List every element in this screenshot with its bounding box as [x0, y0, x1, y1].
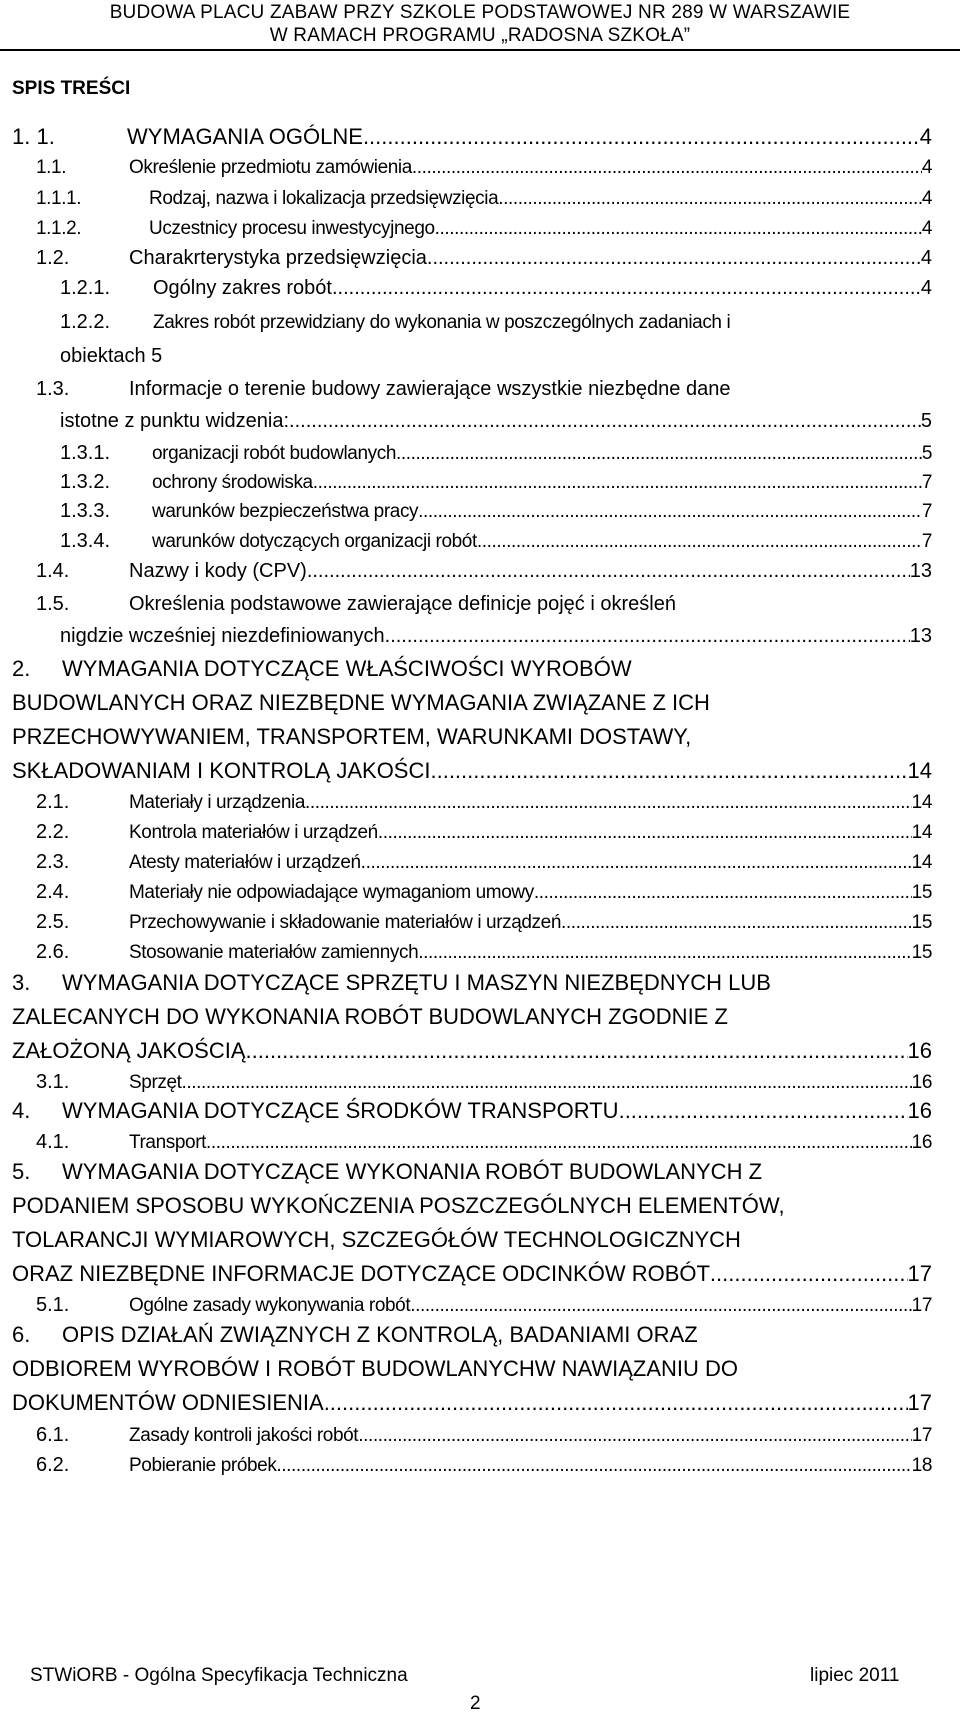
toc-entry[interactable] [36, 1454, 932, 1477]
toc-entry-continuation [12, 1261, 932, 1287]
toc-entry[interactable] [60, 311, 932, 334]
toc-entry-number: 1.2.1. [60, 277, 111, 299]
toc-entry-text: ORAZ NIEZBĘDNE INFORMACJE DOTYCZĄCE ODCINKÓW ROBÓT [12, 1261, 710, 1286]
toc-entry-page: 17 [907, 1261, 932, 1286]
toc-entry-page: 4 [920, 247, 932, 269]
toc-entry-page: 5 [921, 443, 932, 464]
toc-entry-number: 1. 1. [12, 124, 55, 149]
toc-entry-text: WYMAGANIA DOTYCZĄCE ŚRODKÓW TRANSPORTU [62, 1098, 619, 1123]
toc-entry-continuation [12, 758, 932, 784]
toc-leader-dots [561, 912, 912, 934]
toc-entry[interactable] [60, 442, 932, 465]
page-number: 2 [470, 1693, 481, 1714]
toc-entry[interactable] [36, 247, 932, 270]
toc-entry-text: warunków dotyczących organizacji robót [152, 531, 477, 552]
toc-entry-text: Stosowanie materiałów zamiennych [129, 942, 419, 963]
toc-entry[interactable] [36, 157, 932, 179]
toc-entry-page: 18 [911, 1455, 932, 1476]
header-line-2: W RAMACH PROGRAMU „RADOSNA SZKOŁA” [269, 25, 691, 46]
toc-entry-text-line: ODBIOREM WYROBÓW I ROBÓT BUDOWLANYCHW NAWIĄZANIU DO [12, 1356, 739, 1381]
toc-entry-text: Zakres robót przewidziany do wykonania w poszczególnych zadaniach i [153, 312, 731, 333]
toc-entry[interactable] [60, 500, 932, 523]
toc-entry[interactable] [36, 378, 932, 401]
toc-entry-text: Rodzaj, nazwa i lokalizacja przedsięwzięcia [149, 188, 499, 209]
toc-entry-text: Przechowywanie i składowanie materiałów i urządzeń [129, 912, 561, 933]
toc-entry-number: 5. [12, 1159, 31, 1184]
toc-entry-text: WYMAGANIA DOTYCZĄCE SPRZĘTU I MASZYN NIEZBĘDNYCH LUB [62, 970, 771, 995]
toc-leader-dots [307, 560, 910, 583]
toc-leader-dots [276, 1455, 911, 1477]
toc-entry-page: 15 [911, 912, 932, 933]
toc-entry-text: nigdzie wcześniej niezdefiniowanych [60, 625, 385, 647]
toc-entry-number: 1.1.1. [36, 188, 82, 209]
toc-leader-dots [324, 1390, 908, 1416]
toc-entry-text: Określenia podstawowe zawierające definicje pojęć i określeń [129, 593, 676, 615]
toc-entry-text: Pobieranie próbek [129, 1455, 277, 1476]
toc-leader-dots [619, 1098, 908, 1124]
header-line-1: BUDOWA PLACU ZABAW PRZY SZKOLE PODSTAWOWEJ NR 289 W WARSZAWIE [109, 2, 851, 23]
toc-leader-dots [427, 247, 921, 270]
toc-entry-continuation [60, 410, 932, 433]
toc-entry-continuation [60, 625, 932, 648]
toc-entry[interactable] [36, 821, 932, 844]
toc-entry-number: 2. [12, 656, 31, 681]
toc-entry[interactable] [12, 1322, 932, 1348]
toc-leader-dots [534, 882, 912, 904]
toc-entry-text: Określenie przedmiotu zamówienia [129, 157, 412, 178]
toc-leader-dots [182, 1072, 912, 1094]
toc-entry-text: Materiały i urządzenia [129, 792, 306, 813]
toc-entry-text-line: BUDOWLANYCH ORAZ NIEZBĘDNE WYMAGANIA ZWIĄZANE Z ICH [12, 690, 710, 715]
toc-entry-continuation: obiektach 5 [60, 345, 163, 367]
toc-entry-text: ZAŁOŻONĄ JAKOŚCIĄ [12, 1038, 246, 1063]
toc-entry-page: 7 [921, 501, 932, 522]
toc-entry[interactable] [36, 911, 932, 934]
toc-entry-number: 6. [12, 1322, 31, 1347]
header-divider [0, 49, 960, 51]
toc-entry-number: 1.1. [36, 157, 67, 178]
toc-entry-page: 15 [911, 882, 932, 903]
toc-entry-number: 6.2. [36, 1454, 70, 1476]
toc-entry-text: Ogólny zakres robót [153, 277, 332, 299]
toc-entry-text: WYMAGANIA DOTYCZĄCE WŁAŚCIWOŚCI WYROBÓW [62, 656, 632, 681]
toc-entry-text-line: ZALECANYCH DO WYKONANIA ROBÓT BUDOWLANYCH ZGODNIE Z [12, 1004, 728, 1029]
toc-entry-page: 16 [907, 1098, 932, 1123]
toc-leader-dots [289, 410, 921, 433]
toc-entry-page: 14 [907, 758, 932, 783]
toc-entry[interactable] [36, 851, 932, 874]
toc-entry-text: Zasady kontroli jakości robót [129, 1425, 359, 1446]
toc-leader-dots [246, 1038, 908, 1064]
toc-entry-number: 2.2. [36, 821, 70, 843]
toc-leader-dots [430, 758, 907, 784]
toc-entry-number: 2.5. [36, 911, 70, 933]
toc-entry-page: 4 [920, 277, 932, 299]
toc-entry-page: 14 [911, 792, 932, 813]
toc-entry[interactable] [36, 881, 932, 904]
toc-entry-text: organizacji robót budowlanych [152, 443, 397, 464]
toc-leader-dots [206, 1132, 912, 1154]
toc-entry-number: 3.1. [36, 1071, 70, 1093]
toc-entry-text: ochrony środowiska [152, 472, 313, 493]
toc-entry[interactable] [12, 124, 932, 150]
toc-entry-text: OPIS DZIAŁAŃ ZWIĄZNYCH Z KONTROLĄ, BADANIAMI ORAZ [62, 1322, 698, 1347]
toc-entry[interactable] [36, 1294, 932, 1317]
toc-leader-dots [366, 852, 912, 874]
toc-entry-number: 1.3.4. [60, 530, 111, 552]
toc-leader-dots [385, 625, 910, 648]
toc-leader-dots [412, 157, 922, 179]
toc-entry-page: 13 [909, 625, 932, 647]
toc-entry-number: 2.6. [36, 941, 70, 963]
toc-entry[interactable] [60, 277, 932, 300]
toc-entry-number: 2.1. [36, 791, 70, 813]
toc-entry-page: 16 [911, 1132, 932, 1153]
toc-entry-text: DOKUMENTÓW ODNIESIENIA [12, 1390, 324, 1415]
toc-entry[interactable] [12, 970, 932, 996]
footer-date: lipiec 2011 [810, 1665, 900, 1686]
footer-document-title: STWiORB - Ogólna Specyfikacja Techniczna [30, 1665, 408, 1686]
toc-entry-number: 1.3.3. [60, 500, 111, 522]
toc-entry-text-line: PODANIEM SPOSOBU WYKOŃCZENIA POSZCZEGÓLNYCH ELEMENTÓW, [12, 1193, 785, 1218]
toc-entry-number: 1.3.2. [60, 471, 111, 493]
toc-entry-text: WYMAGANIA DOTYCZĄCE WYKONANIA ROBÓT BUDOWLANYCH Z [62, 1159, 763, 1184]
toc-leader-dots [358, 1425, 911, 1447]
toc-entry-page: 14 [911, 852, 932, 873]
toc-entry-page: 16 [907, 1038, 932, 1063]
toc-entry-page: 5 [920, 410, 932, 432]
toc-entry-text: istotne z punktu widzenia: [60, 410, 290, 432]
toc-leader-dots [305, 792, 912, 814]
toc-entry-page: 7 [921, 472, 932, 493]
toc-entry-number: 1.3.1. [60, 442, 111, 464]
toc-entry[interactable] [36, 593, 932, 616]
toc-entry[interactable] [36, 1424, 932, 1447]
toc-entry-number: 3. [12, 970, 31, 995]
toc-leader-dots [396, 443, 922, 465]
toc-leader-dots [498, 188, 922, 210]
toc-leader-dots [332, 277, 921, 300]
toc-entry[interactable] [36, 1071, 932, 1094]
toc-entry-number: 2.3. [36, 851, 70, 873]
toc-entry-text: Charakrterystyka przedsięwzięcia [129, 247, 427, 269]
toc-entry[interactable] [36, 1131, 932, 1154]
toc-entry[interactable] [12, 656, 932, 682]
toc-leader-dots [313, 472, 922, 494]
toc-entry[interactable] [36, 560, 932, 583]
toc-leader-dots [710, 1261, 908, 1287]
toc-entry-text: warunków bezpieczeństwa pracy [152, 501, 419, 522]
toc-entry-text: Informacje o terenie budowy zawierające wszystkie niezbędne dane [129, 378, 731, 400]
toc-entry[interactable] [36, 218, 932, 240]
toc-entry-page: 7 [921, 531, 932, 552]
toc-entry-text-line: TOLARANCJI WYMIAROWYCH, SZCZEGÓŁÓW TECHNOLOGICZNYCH [12, 1227, 741, 1252]
toc-entry-number: 1.1.2. [36, 218, 82, 239]
toc-leader-dots [477, 531, 922, 553]
toc-entry-text: Atesty materiałów i urządzeń. [129, 852, 366, 873]
toc-entry[interactable] [36, 941, 932, 964]
toc-entry[interactable] [60, 471, 932, 494]
toc-entry[interactable] [36, 791, 932, 814]
toc-entry-text: Materiały nie odpowiadające wymaganiom umowy [129, 882, 534, 903]
toc-title: SPIS TREŚCI [12, 78, 131, 99]
toc-entry-number: 1.2. [36, 247, 70, 269]
toc-entry-text: Kontrola materiałów i urządzeń [129, 822, 378, 843]
toc-entry-number: 1.4. [36, 560, 70, 582]
toc-entry-text: Ogólne zasady wykonywania robót [129, 1295, 411, 1316]
toc-entry[interactable] [12, 1159, 932, 1185]
toc-entry-number: 5.1. [36, 1294, 70, 1316]
toc-entry-number: 2.4. [36, 881, 70, 903]
toc-entry-page: 15 [911, 942, 932, 963]
toc-entry-page: 17 [911, 1425, 932, 1446]
toc-leader-dots [410, 1295, 911, 1317]
toc-entry-page: 4 [921, 188, 932, 209]
toc-entry-page: 17 [907, 1390, 932, 1415]
toc-entry-text: SKŁADOWANIAM I KONTROLĄ JAKOŚCI [12, 758, 431, 783]
toc-entry-text: WYMAGANIA OGÓLNE [127, 124, 363, 149]
toc-entry[interactable] [12, 1098, 932, 1124]
toc-entry-page: 4 [921, 218, 932, 239]
toc-leader-dots [418, 501, 922, 523]
toc-entry-continuation [12, 1038, 932, 1064]
toc-leader-dots [435, 218, 922, 240]
toc-entry-page: 14 [911, 822, 932, 843]
toc-entry-number: 1.3. [36, 378, 70, 400]
toc-entry-continuation [12, 1390, 932, 1416]
toc-leader-dots [378, 822, 912, 844]
toc-entry-text: Transport [129, 1132, 207, 1153]
toc-leader-dots [418, 942, 911, 964]
toc-entry-page: 4 [919, 124, 932, 149]
toc-entry[interactable] [36, 188, 932, 210]
toc-entry-page: 4 [921, 157, 932, 178]
toc-entry-text: Uczestnicy procesu inwestycyjnego [149, 218, 435, 239]
toc-leader-dots [363, 124, 920, 150]
toc-entry-page: 16 [911, 1072, 932, 1093]
toc-entry-number: 1.2.2. [60, 311, 111, 333]
toc-entry-number: 1.5. [36, 593, 70, 615]
toc-entry-text-line: PRZECHOWYWANIEM, TRANSPORTEM, WARUNKAMI DOSTAWY, [12, 724, 692, 749]
toc-entry[interactable] [60, 530, 932, 553]
toc-entry-page: 17 [911, 1295, 932, 1316]
toc-entry-text: Sprzęt [129, 1072, 182, 1093]
toc-entry-page: 13 [909, 560, 932, 582]
toc-entry-number: 4. [12, 1098, 31, 1123]
toc-entry-number: 4.1. [36, 1131, 70, 1153]
toc-entry-number: 6.1. [36, 1424, 70, 1446]
toc-entry-text: Nazwy i kody (CPV) [129, 560, 307, 582]
